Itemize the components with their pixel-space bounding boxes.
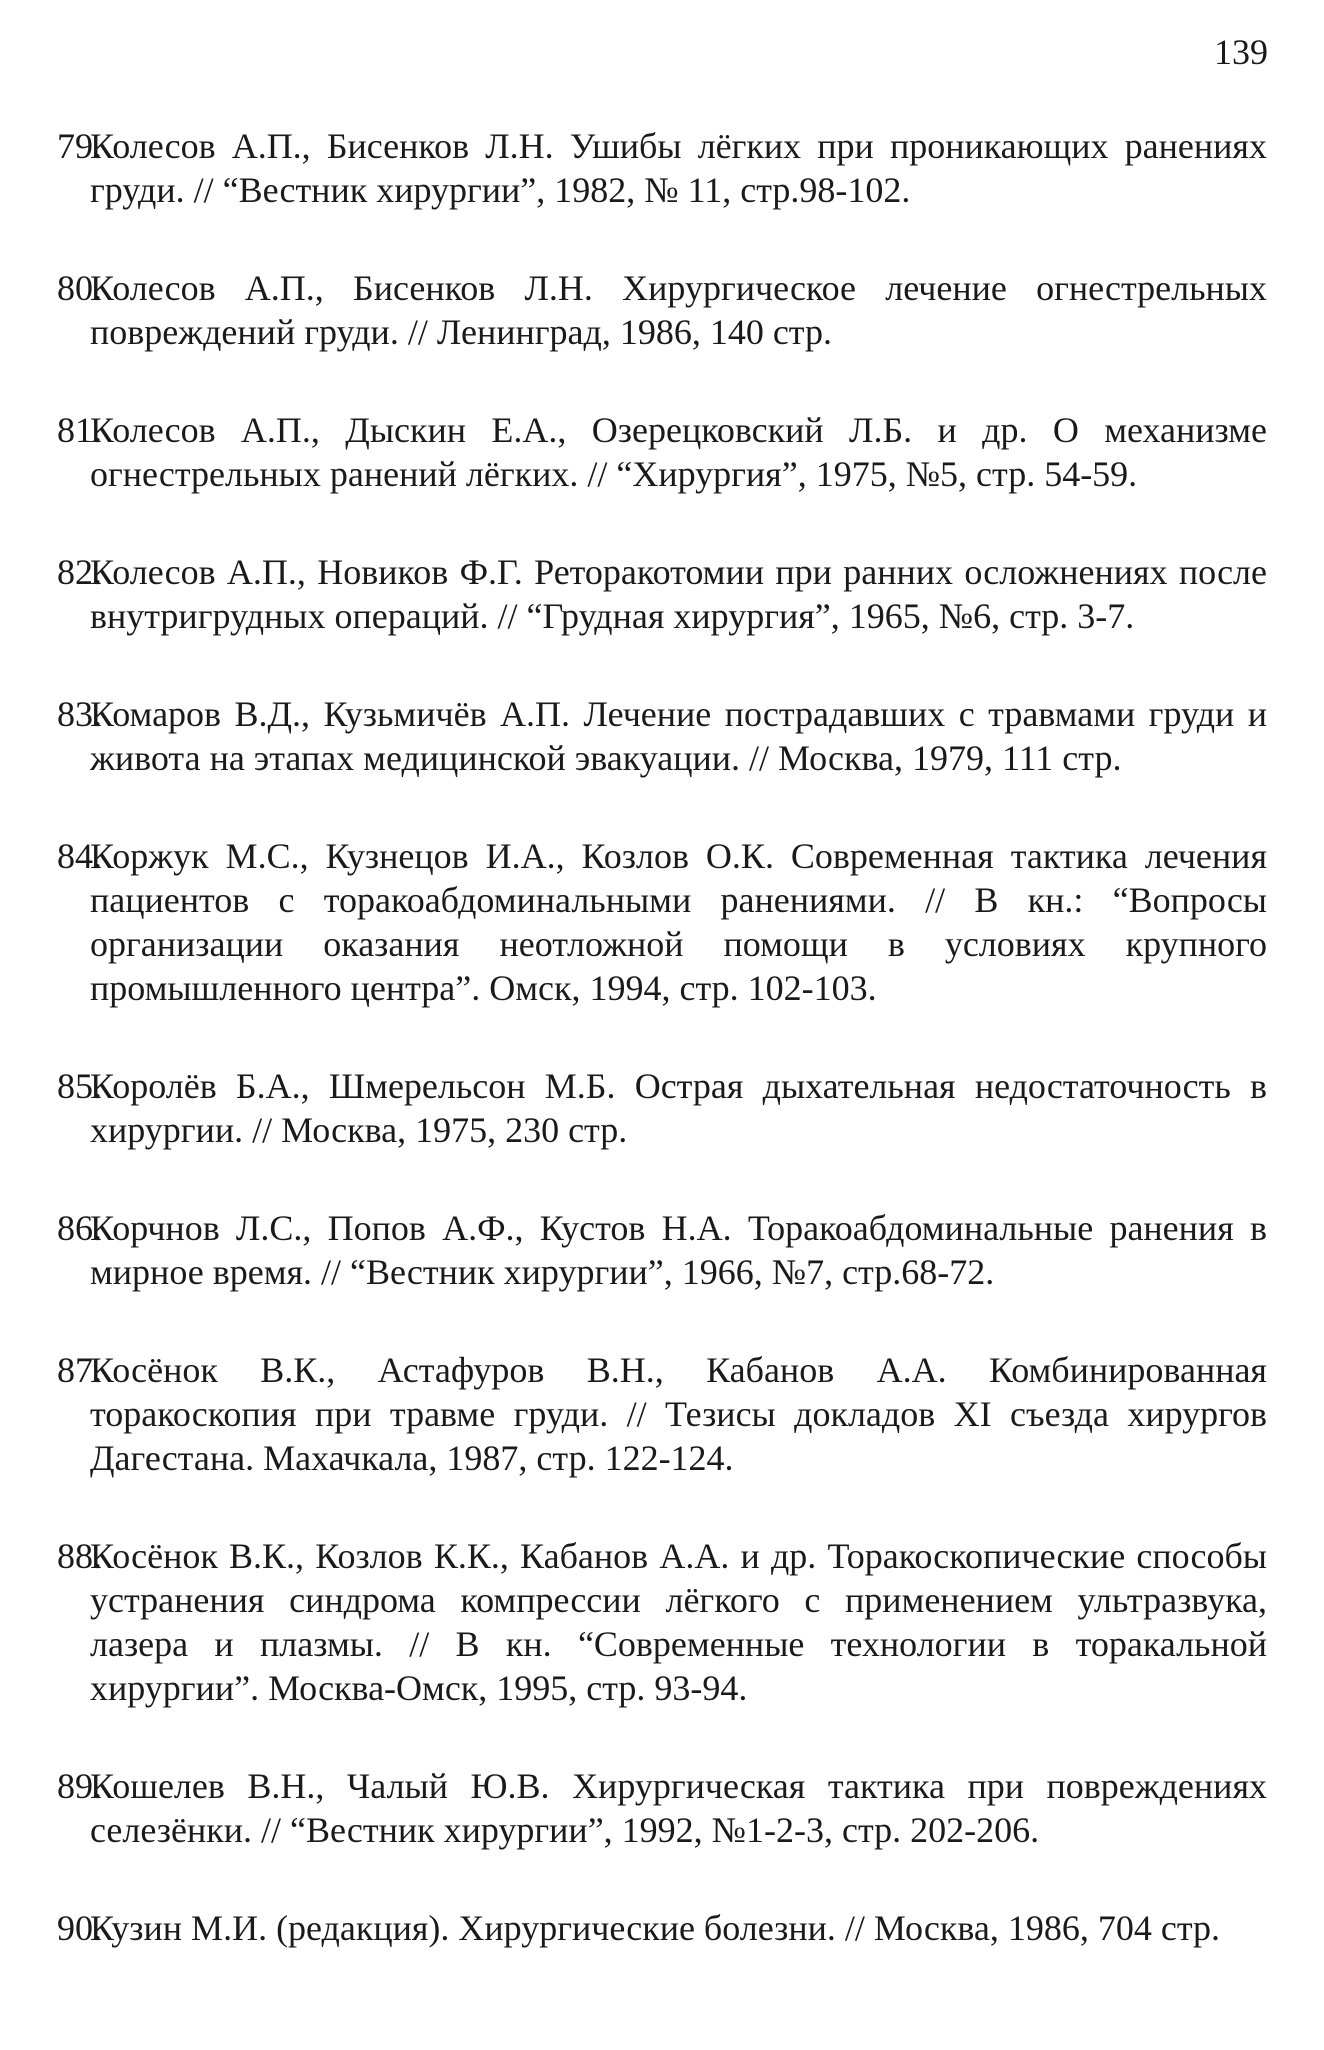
reference-entry [57, 834, 1267, 1010]
reference-entry [57, 408, 1267, 496]
reference-entry [57, 1064, 1267, 1152]
reference-number: 85. [57, 1066, 102, 1106]
reference-text: Колесов А.П., Бисенков Л.Н. Ушибы лёгких при проникающих ранениях груди. // “Вестник хирургии”, 1982, № 11, стр.98-102. [90, 126, 1267, 210]
reference-text: Кошелев В.Н., Чалый Ю.В. Хирургическая тактика при повреждениях селезёнки. // “Вестник хирургии”, 1992, №1-2-3, стр. 202-206. [90, 1766, 1267, 1850]
reference-text: Колесов А.П., Бисенков Л.Н. Хирургическое лечение огнестрельных повреждений груди. // Ленинград, 1986, 140 стр. [90, 268, 1267, 352]
reference-entry [57, 1906, 1267, 1950]
reference-text: Кузин М.И. (редакция). Хирургические болезни. // Москва, 1986, 704 стр. [90, 1908, 1221, 1948]
reference-number: 86. [57, 1208, 102, 1248]
reference-text: Колесов А.П., Дыскин Е.А., Озерецковский Л.Б. и др. О механизме огнестрельных ранений лёгких. // “Хирургия”, 1975, №5, стр. 54-59. [90, 410, 1267, 494]
reference-entry [57, 1206, 1267, 1294]
reference-number: 88. [57, 1536, 102, 1576]
reference-number: 89. [57, 1766, 102, 1806]
reference-text: Корчнов Л.С., Попов А.Ф., Кустов Н.А. Торакоабдоминальные ранения в мирное время. // “Вестник хирургии”, 1966, №7, стр.68-72. [90, 1208, 1267, 1292]
reference-number: 83. [57, 694, 102, 734]
reference-number: 87. [57, 1350, 102, 1390]
reference-text: Косёнок В.К., Козлов К.К., Кабанов А.А. и др. Торакоскопические способы устранения синдрома компрессии лёгкого с применением ультразвука, лазера и плазмы. // В кн. “Современные технологии в торакальной хирургии”. Москва-Омск, 1995, стр. 93-94. [90, 1536, 1267, 1708]
reference-text: Королёв Б.А., Шмерельсон М.Б. Острая дыхательная недостаточность в хирургии. // Москва, 1975, 230 стр. [90, 1066, 1267, 1150]
reference-entry [57, 124, 1267, 212]
reference-text: Комаров В.Д., Кузьмичёв А.П. Лечение пострадавших с травмами груди и живота на этапах медицинской эвакуации. // Москва, 1979, 111 стр. [90, 694, 1267, 778]
reference-list [57, 124, 1267, 2004]
reference-entry [57, 1764, 1267, 1852]
reference-entry [57, 1348, 1267, 1480]
reference-entry [57, 266, 1267, 354]
page-number: 139 [1214, 32, 1268, 72]
reference-entry [57, 692, 1267, 780]
reference-number: 82. [57, 552, 102, 592]
reference-text: Колесов А.П., Новиков Ф.Г. Реторакотомии при ранних осложнениях после внутригрудных операций. // “Грудная хирургия”, 1965, №6, стр. 3-7. [90, 552, 1267, 636]
reference-number: 79. [57, 126, 102, 166]
reference-number: 80. [57, 268, 102, 308]
reference-entry [57, 550, 1267, 638]
reference-number: 84. [57, 836, 102, 876]
reference-number: 81. [57, 410, 102, 450]
reference-text: Косёнок В.К., Астафуров В.Н., Кабанов А.А. Комбинированная торакоскопия при травме груди. // Тезисы докладов XI съезда хирургов Дагестана. Махачкала, 1987, стр. 122-124. [90, 1350, 1267, 1478]
reference-number: 90. [57, 1908, 102, 1948]
reference-entry [57, 1534, 1267, 1710]
reference-text: Коржук М.С., Кузнецов И.А., Козлов О.К. Современная тактика лечения пациентов с торакоабдоминальными ранениями. // В кн.: “Вопросы организации оказания неотложной помощи в условиях крупного промышленного центра”. Омск, 1994, стр. 102-103. [90, 836, 1267, 1008]
